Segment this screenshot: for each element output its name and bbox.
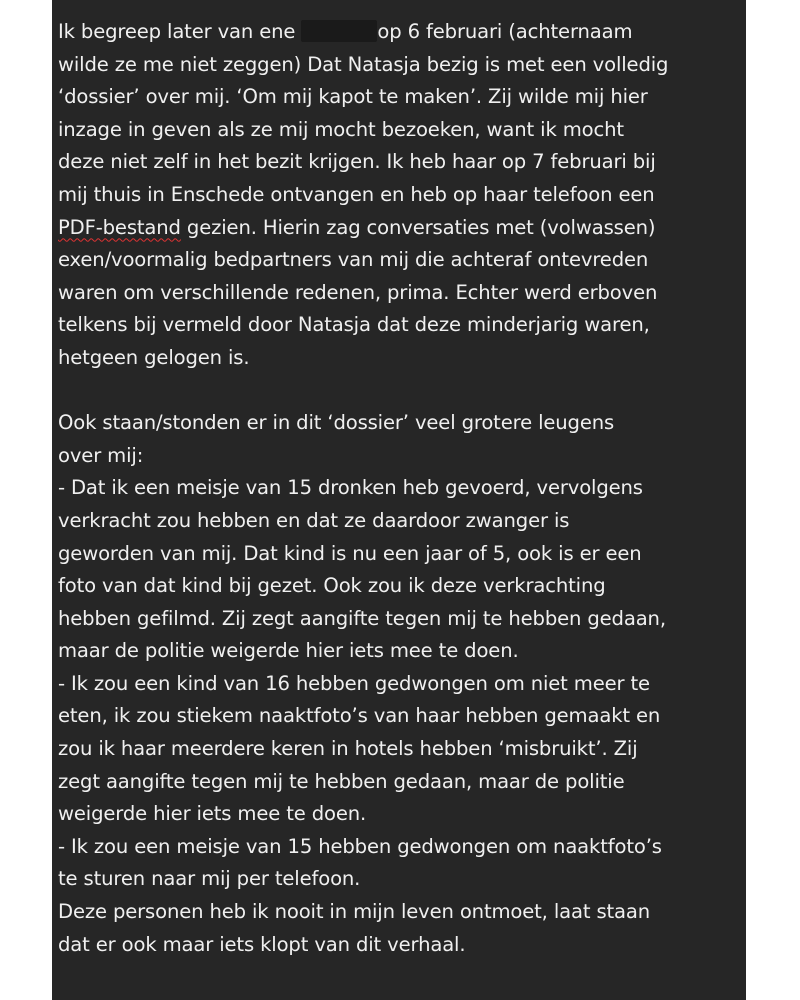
text-line: hetgeen gelogen is. [58,345,250,369]
text-line: Ook staan/stonden er in dit ‘dossier’ veel grotere leugens [58,411,615,435]
text-line: - Dat ik een meisje van 15 dronken heb gevoerd, vervolgens [58,476,643,500]
text-line: zou ik haar meerdere keren in hotels hebben ‘misbruikt’. Zij [58,737,638,761]
text-line: weigerde hier iets mee te doen. [58,802,367,826]
text-line: telkens bij vermeld door Natasja dat deze minderjarig waren, [58,313,650,337]
text-line: maar de politie weigerde hier iets mee te doen. [58,639,519,663]
text-line: geworden van mij. Dat kind is nu een jaar of 5, ook is er een [58,541,642,565]
spellcheck-word[interactable]: PDF-bestand [58,215,181,239]
text-line: Deze personen heb ik nooit in mijn leven ontmoet, laat staan [58,900,651,924]
paragraph-1 [58,16,738,375]
text-line: te sturen naar mij per telefoon. [58,867,361,891]
text-line: eten, ik zou stiekem naaktfoto’s van haar hebben gemaakt en [58,704,661,728]
redacted-name [301,20,377,42]
text-line: waren om verschillende redenen, prima. Echter werd erboven [58,280,658,304]
text-line: deze niet zelf in het bezit krijgen. Ik heb haar op 7 februari bij [58,150,656,174]
text-line: mij thuis in Enschede ontvangen en heb op haar telefoon een [58,182,655,206]
paragraph-2 [58,407,738,961]
text-line: ‘dossier’ over mij. ‘Om mij kapot te maken’. Zij wilde mij hier [58,85,648,109]
text-line: verkracht zou hebben en dat ze daardoor zwanger is [58,508,570,532]
document-text [58,16,738,961]
text-line: exen/voormalig bedpartners van mij die achteraf ontevreden [58,248,649,272]
text-line: - Ik zou een kind van 16 hebben gedwongen om niet meer te [58,671,650,695]
text-line: - Ik zou een meisje van 15 hebben gedwongen om naaktfoto’s [58,834,662,858]
text-line: dat er ook maar iets klopt van dit verhaal. [58,932,466,956]
text-line: hebben gefilmd. Zij zegt aangifte tegen mij te hebben gedaan, [58,606,666,630]
paragraph-gap [58,375,738,408]
text-line: inzage in geven als ze mij mocht bezoeken, want ik mocht [58,117,624,141]
text-line: zegt aangifte tegen mij te hebben gedaan, maar de politie [58,769,625,793]
text-line: wilde ze me niet zeggen) Dat Natasja bezig is met een volledig [58,52,669,76]
text-line: foto van dat kind bij gezet. Ook zou ik deze verkrachting [58,574,606,598]
text-line: over mij: [58,443,144,467]
text-line: Ik begreep later van ene op 6 februari (achternaam [58,20,633,43]
text-line: PDF-bestand gezien. Hierin zag conversaties met (volwassen) [58,215,656,239]
